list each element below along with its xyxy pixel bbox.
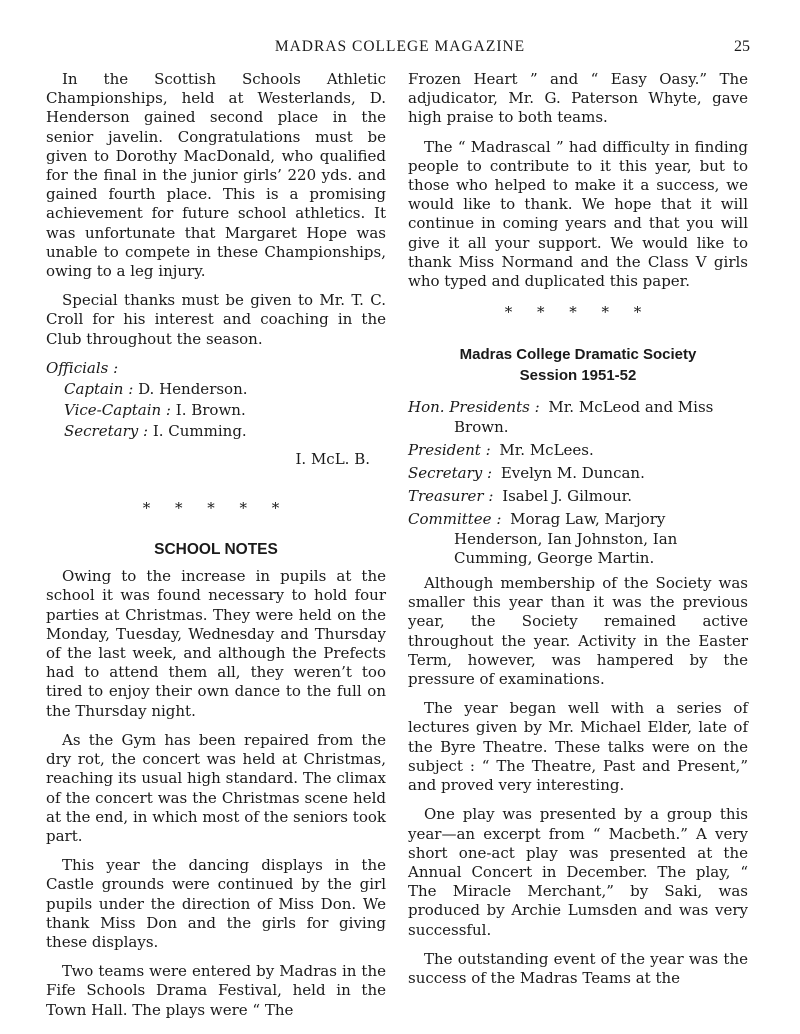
author-initials: I. McL. B.	[295, 449, 370, 468]
society-role: Treasurer :	[408, 487, 494, 506]
left-column	[46, 70, 386, 1030]
madrascal-paragraph: The “ Madrascal ” had difficulty in finding people to contribute to it this year, but to those who helped to make it a success, we would like to thank. We hope that it will continue in coming years and that you will give it all your support. We would like to thank Miss Normand and the Class V girls who typed and duplicated this paper.	[408, 137, 748, 291]
society-paragraph: Although membership of the Society was smaller this year than it was the previous year, the Society remained active throughout the year. Activity in the Easter Term, however, was hampered by the pressure of examinations.	[408, 574, 748, 689]
magazine-title: MADRAS COLLEGE MAGAZINE	[274, 38, 526, 55]
society-official	[408, 464, 748, 483]
official-name: D. Henderson.	[138, 380, 248, 399]
society-session: Session 1951-52	[519, 367, 637, 385]
society-role: Secretary :	[408, 464, 493, 483]
society-paragraph: The outstanding event of the year was the success of the Madras Teams at the	[408, 949, 748, 987]
school-notes-paragraph: This year the dancing displays in the Castle grounds were continued by the girl pupils under the direction of Miss Don. We thank Miss Don and the girls for giving these displays.	[46, 856, 386, 951]
society-official	[408, 398, 748, 436]
school-notes-paragraph: Two teams were entered by Madras in the Fife Schools Drama Festival, held in the Town Hall. The plays were “ The	[46, 962, 386, 1019]
athletics-paragraph: In the Scottish Schools Athletic Championships, held at Westerlands, D. Henderson gained second place in the senior javelin. Congratulations must be given to Dorothy MacDonald, who qualified for the final in the junior girls’ 220 yds. and gained fourth place. This is a promising achievement for future school athletics. It was unfortunate that Margaret Hope was unable to compete in these Championships, owing to a leg injury.	[46, 70, 386, 281]
official-name: I. Cumming.	[152, 422, 247, 441]
society-official	[408, 510, 748, 568]
continued-paragraph: Frozen Heart ” and “ Easy Oasy.” The adjudicator, Mr. G. Paterson Whyte, gave high praise to both teams.	[408, 70, 748, 127]
section-separator: * * * * *	[142, 498, 290, 517]
society-member: Mr. McLeod and Miss Brown.	[454, 398, 714, 436]
society-paragraph: One play was presented by a group this year—an excerpt from “ Macbeth.” A very short one-act play was presented at the Annual Concert in December. The play, “ The Miracle Merchant,” by Saki, was produced by Archie Lumsden and was very successful.	[408, 805, 748, 939]
dramatic-society-heading	[408, 344, 748, 386]
right-column	[408, 70, 748, 998]
school-notes-paragraph: As the Gym has been repaired from the dry rot, the concert was held at Christmas, reaching its usual high standard. The climax of the concert was the Christmas scene held at the end, in which most of the seniors took part.	[46, 730, 386, 845]
section-separator: * * * * *	[504, 303, 652, 322]
page-number: 25	[734, 38, 750, 55]
society-member: Mr. McLees.	[499, 440, 594, 459]
officials-label: Officials :	[46, 358, 119, 377]
society-role: Hon. Presidents :	[408, 398, 540, 417]
official-role: Vice-Captain :	[64, 401, 171, 420]
society-official	[408, 487, 748, 506]
society-title: Madras College Dramatic Society	[459, 346, 697, 364]
official-role: Captain :	[64, 380, 134, 399]
official-captain	[64, 380, 386, 399]
society-paragraph: The year began well with a series of lectures given by Mr. Michael Elder, late of the Byre Theatre. These talks were on the subject : “ The Theatre, Past and Present,” and proved very interesting.	[408, 699, 748, 795]
society-member: Isabel J. Gilmour.	[502, 487, 632, 506]
society-role: President :	[408, 440, 491, 459]
official-name: I. Brown.	[175, 401, 246, 420]
society-official	[408, 441, 748, 460]
society-role: Committee :	[408, 510, 502, 529]
running-header	[0, 38, 800, 62]
official-vice-captain	[64, 401, 386, 420]
official-secretary	[64, 422, 386, 441]
school-notes-heading: SCHOOL NOTES	[154, 541, 278, 559]
society-member: Evelyn M. Duncan.	[500, 464, 645, 483]
athletics-paragraph: Special thanks must be given to Mr. T. C. Croll for his interest and coaching in the Club throughout the season.	[46, 291, 386, 348]
society-member: Morag Law, Marjory Henderson, Ian Johnston, Ian Cumming, George Martin.	[454, 510, 678, 567]
official-role: Secretary :	[64, 422, 149, 441]
school-notes-paragraph: Owing to the increase in pupils at the school it was found necessary to hold four parties at Christmas. They were held on the Monday, Tuesday, Wednesday and Thursday of the last week, and although the Prefects had to attend them all, they weren’t too tired to enjoy their own dance to the full on the Thursday night.	[46, 567, 386, 720]
